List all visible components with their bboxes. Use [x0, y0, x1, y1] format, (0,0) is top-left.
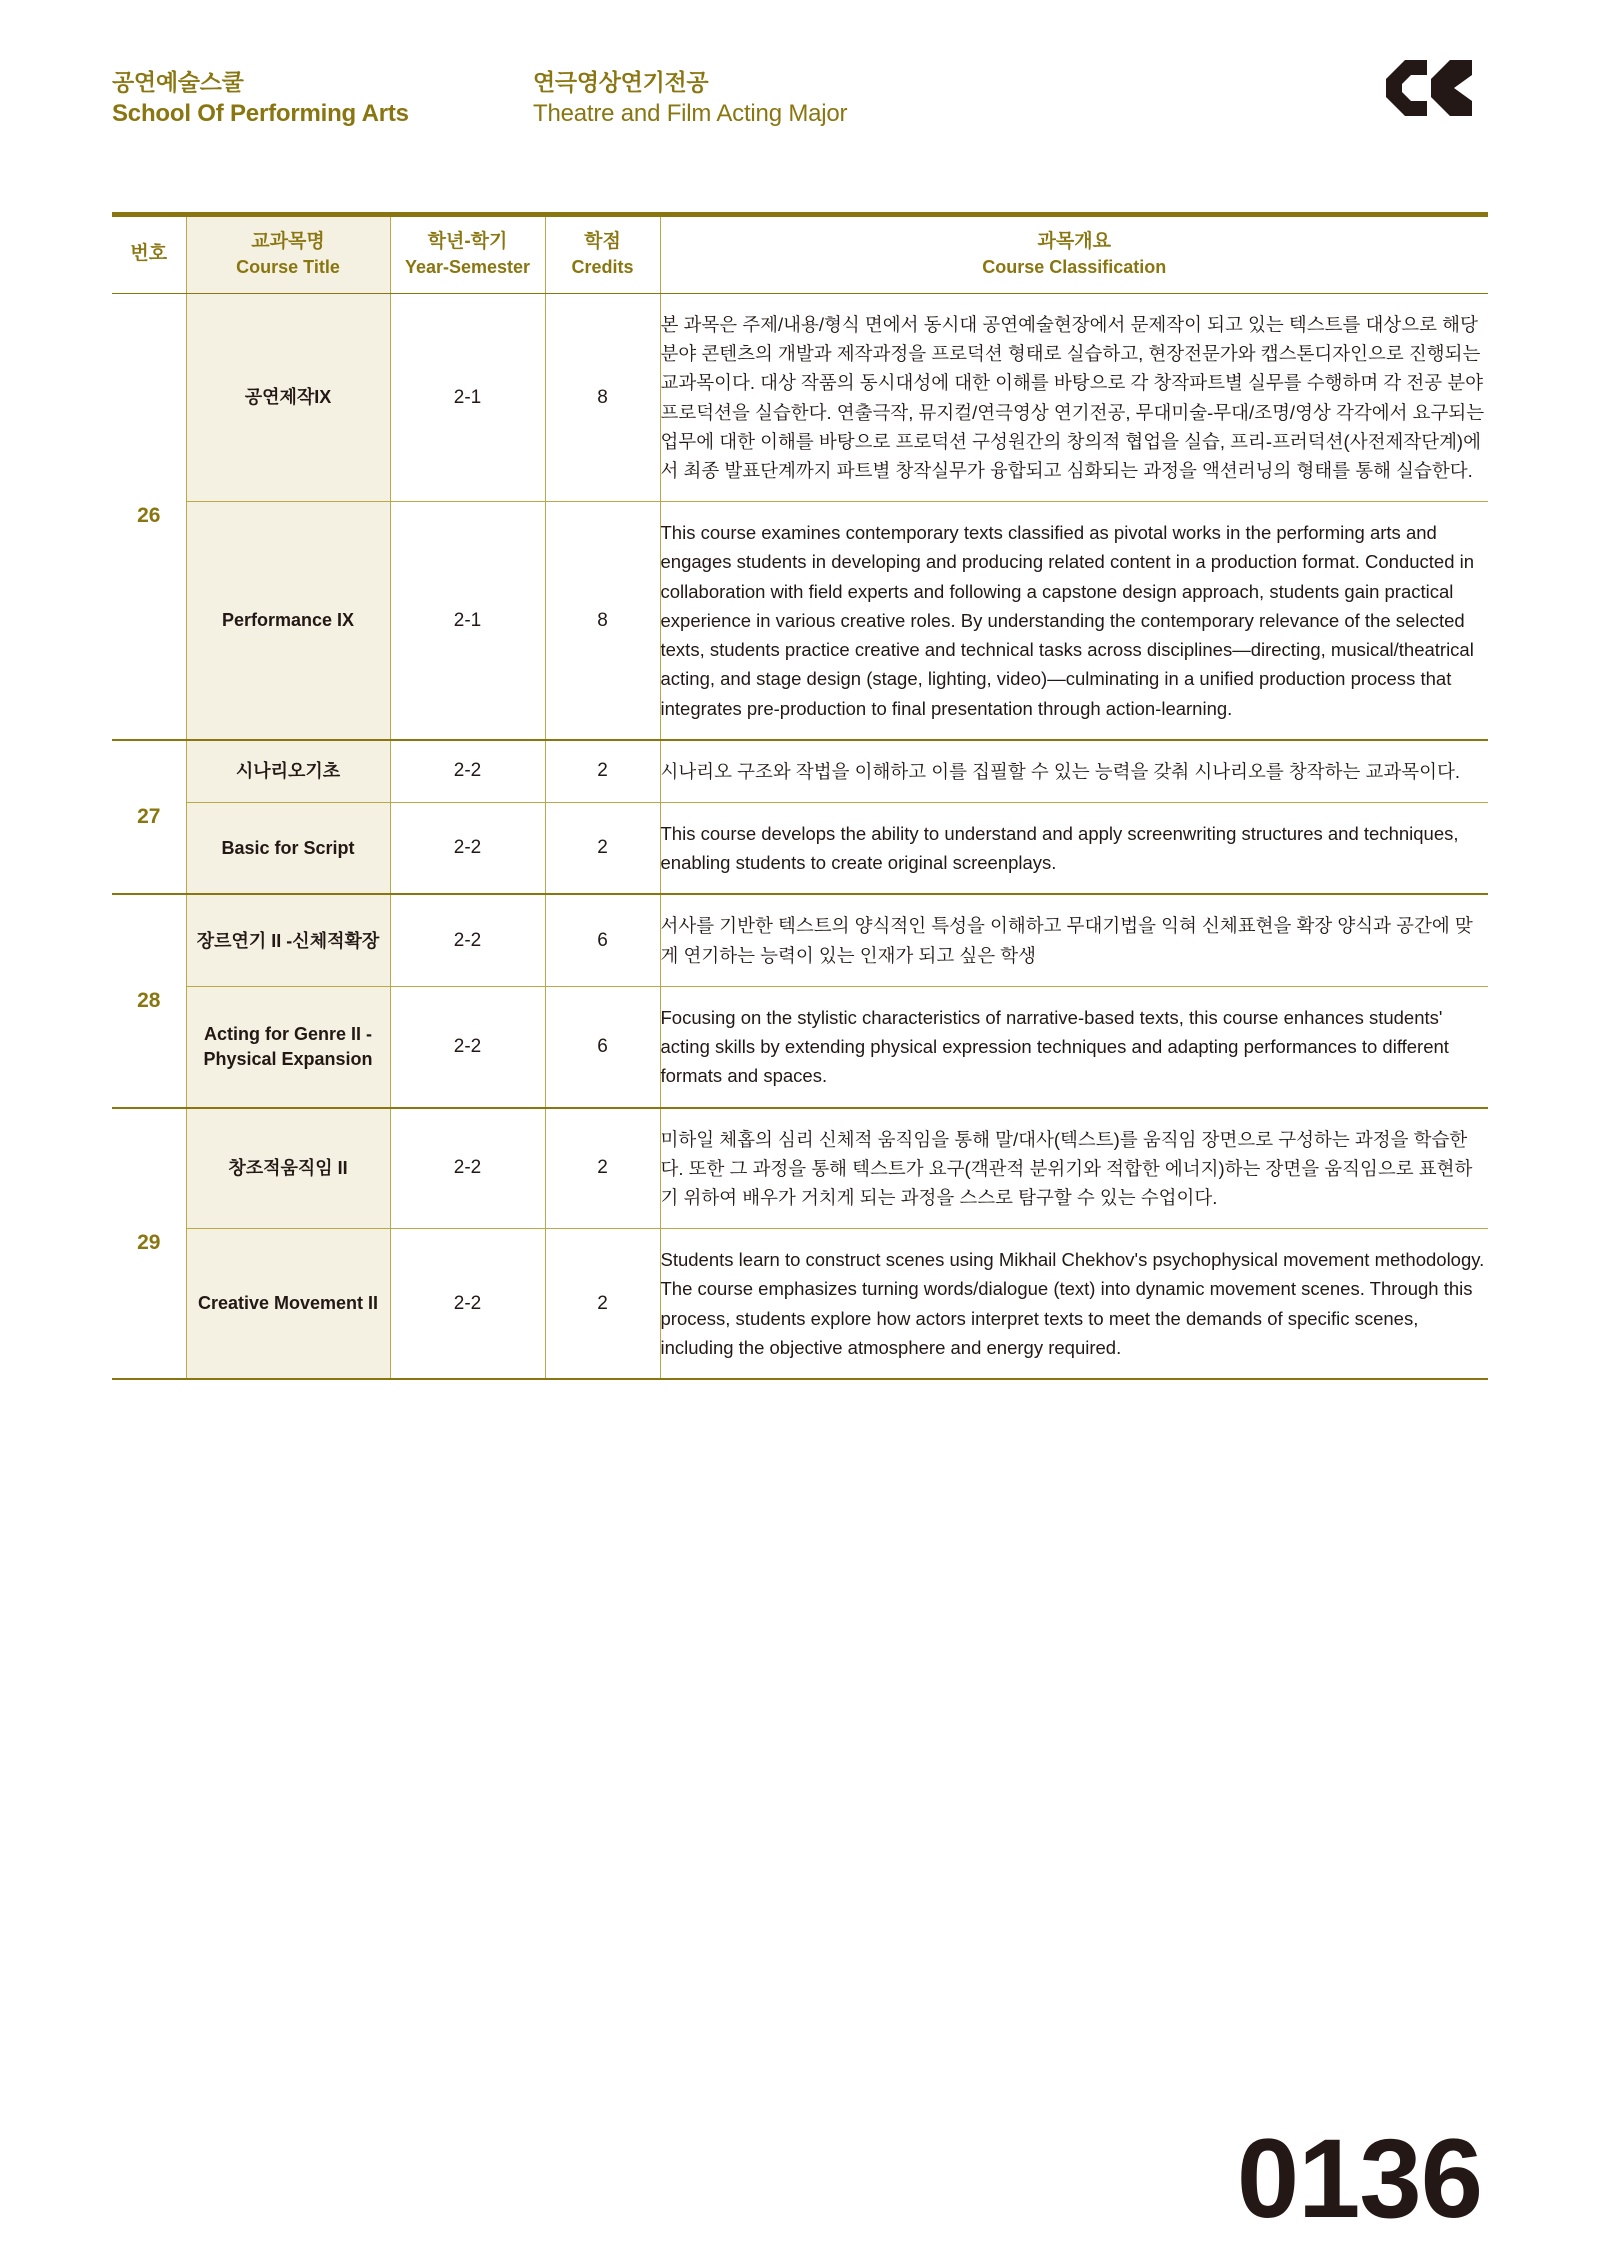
ck-logo: [1383, 57, 1475, 119]
table-row: [112, 1108, 1488, 1229]
row-number: 26: [112, 293, 186, 739]
col-header-no: [112, 215, 186, 294]
course-title-cell: Creative Movement II: [186, 1229, 390, 1379]
table-header-row: [112, 215, 1488, 294]
course-description-cell: 본 과목은 주제/내용/형식 면에서 동시대 공연예술현장에서 문제작이 되고 있는 텍스트를 대상으로 해당 분야 콘텐츠의 개발과 제작과정을 프로덕션 형태로 실습하고, 현장전문가와 캡스톤디자인으로 진행되는 교과목이다. 대상 작품의 동시대성에 대한 이해를 바탕으로 각 창작파트별 실무를 수행하며 각 전공 분야 프로덕션을 실습한다. 연출극작, 뮤지컬/연극영상 연기전공, 무대미술-무대/조명/영상 각각에서 요구되는 업무에 대한 이해를 바탕으로 프로덕션 구성원간의 창의적 협업을 실습, 프리-프러덕션(사전제작단계)에서 최종 발표단계까지 파트별 창작실무가 융합되고 심화되는 과정을 액션러닝의 형태를 통해 실습한다.: [660, 293, 1488, 501]
course-title-cell: 장르연기 II -신체적확장: [186, 894, 390, 986]
course-description-cell: Focusing on the stylistic characteristics of narrative-based texts, this course enhances students' acting skills by extending physical expression techniques and adapting performances to different formats and spaces.: [660, 986, 1488, 1107]
major-title-kr: 연극영상연기전공: [533, 69, 709, 95]
col-header-year-semester-kr: 학년-학기: [427, 231, 508, 252]
course-description-cell: 미하일 체홉의 심리 신체적 움직임을 통해 말/대사(텍스트)를 움직임 장면으로 구성하는 과정을 학습한다. 또한 그 과정을 통해 텍스트가 요구(객관적 분위기와 적합한 에너지)하는 장면을 움직임으로 표현하기 위하여 배우가 거치게 되는 과정을 스스로 탐구할 수 있는 수업이다.: [660, 1108, 1488, 1229]
col-header-credits-en: Credits: [571, 256, 634, 277]
credits-cell: 2: [545, 803, 660, 895]
course-title-cell: Acting for Genre II - Physical Expansion: [186, 986, 390, 1107]
year-semester-cell: 2-1: [390, 502, 545, 740]
credits-cell: 2: [545, 1108, 660, 1229]
year-semester-cell: 2-2: [390, 1229, 545, 1379]
col-header-course-classification: [660, 215, 1488, 294]
table-row: [112, 1229, 1488, 1379]
course-title-cell: Basic for Script: [186, 803, 390, 895]
course-description-cell: This course develops the ability to understand and apply screenwriting structures and techniques, enabling students to create original screenplays.: [660, 803, 1488, 895]
col-header-course-title: [186, 215, 390, 294]
row-number: 28: [112, 894, 186, 1107]
credits-cell: 6: [545, 894, 660, 986]
course-description-cell: Students learn to construct scenes using Mikhail Chekhov's psychophysical movement methodology. The course emphasizes turning words/dialogue (text) into dynamic movement scenes. Through this process, students explore how actors interpret texts to meet the demands of specific scenes, including the objective atmosphere and energy required.: [660, 1229, 1488, 1379]
col-header-credits-kr: 학점: [584, 231, 621, 252]
credits-cell: 8: [545, 293, 660, 501]
year-semester-cell: 2-1: [390, 293, 545, 501]
row-number: 27: [112, 740, 186, 895]
credits-cell: 2: [545, 1229, 660, 1379]
course-title-cell: 공연제작IX: [186, 293, 390, 501]
course-table-container: [112, 212, 1488, 1380]
table-body: [112, 293, 1488, 1379]
course-title-cell: Performance IX: [186, 502, 390, 740]
col-header-course-title-kr: 교과목명: [251, 231, 325, 252]
credits-cell: 8: [545, 502, 660, 740]
school-title-en: School Of Performing Arts: [112, 99, 409, 127]
table-row: [112, 740, 1488, 803]
col-header-credits: [545, 215, 660, 294]
col-header-no-kr: 번호: [130, 243, 168, 265]
col-header-course-classification-en: Course Classification: [982, 256, 1167, 277]
col-header-course-classification-kr: 과목개요: [1037, 231, 1111, 252]
col-header-course-title-en: Course Title: [236, 256, 340, 277]
course-table: [112, 212, 1488, 1380]
table-row: [112, 986, 1488, 1107]
year-semester-cell: 2-2: [390, 986, 545, 1107]
col-header-year-semester: [390, 215, 545, 294]
page-header: [0, 0, 1600, 148]
table-row: [112, 803, 1488, 895]
course-title-cell: 창조적움직임 II: [186, 1108, 390, 1229]
year-semester-cell: 2-2: [390, 740, 545, 803]
page-number: 0136: [1236, 2116, 1482, 2241]
year-semester-cell: 2-2: [390, 803, 545, 895]
credits-cell: 6: [545, 986, 660, 1107]
table-row: [112, 293, 1488, 501]
table-row: [112, 894, 1488, 986]
year-semester-cell: 2-2: [390, 894, 545, 986]
school-title-block: [112, 68, 409, 129]
major-title-en: Theatre and Film Acting Major: [533, 99, 848, 127]
course-description-cell: 시나리오 구조와 작법을 이해하고 이를 집필할 수 있는 능력을 갖춰 시나리오를 창작하는 교과목이다.: [660, 740, 1488, 803]
table-header: [112, 215, 1488, 294]
school-title-kr: 공연예술스쿨: [112, 69, 244, 95]
credits-cell: 2: [545, 740, 660, 803]
course-description-cell: 서사를 기반한 텍스트의 양식적인 특성을 이해하고 무대기법을 익혀 신체표현을 확장 양식과 공간에 맞게 연기하는 능력이 있는 인재가 되고 싶은 학생: [660, 894, 1488, 986]
course-description-cell: This course examines contemporary texts classified as pivotal works in the performing arts and engages students in developing and producing related content in a production format. Conducted in collaboration with field experts and following a capstone design approach, students gain practical experience in various creative roles. By understanding the contemporary relevance of the selected texts, students practice creative and technical tasks across disciplines—directing, musical/theatrical acting, and stage design (stage, lighting, video)—culminating in a unified production process that integrates pre-production to final presentation through action-learning.: [660, 502, 1488, 740]
course-title-cell: 시나리오기초: [186, 740, 390, 803]
year-semester-cell: 2-2: [390, 1108, 545, 1229]
table-row: [112, 502, 1488, 740]
col-header-year-semester-en: Year-Semester: [404, 256, 531, 277]
major-title-block: [533, 68, 847, 129]
row-number: 29: [112, 1108, 186, 1380]
